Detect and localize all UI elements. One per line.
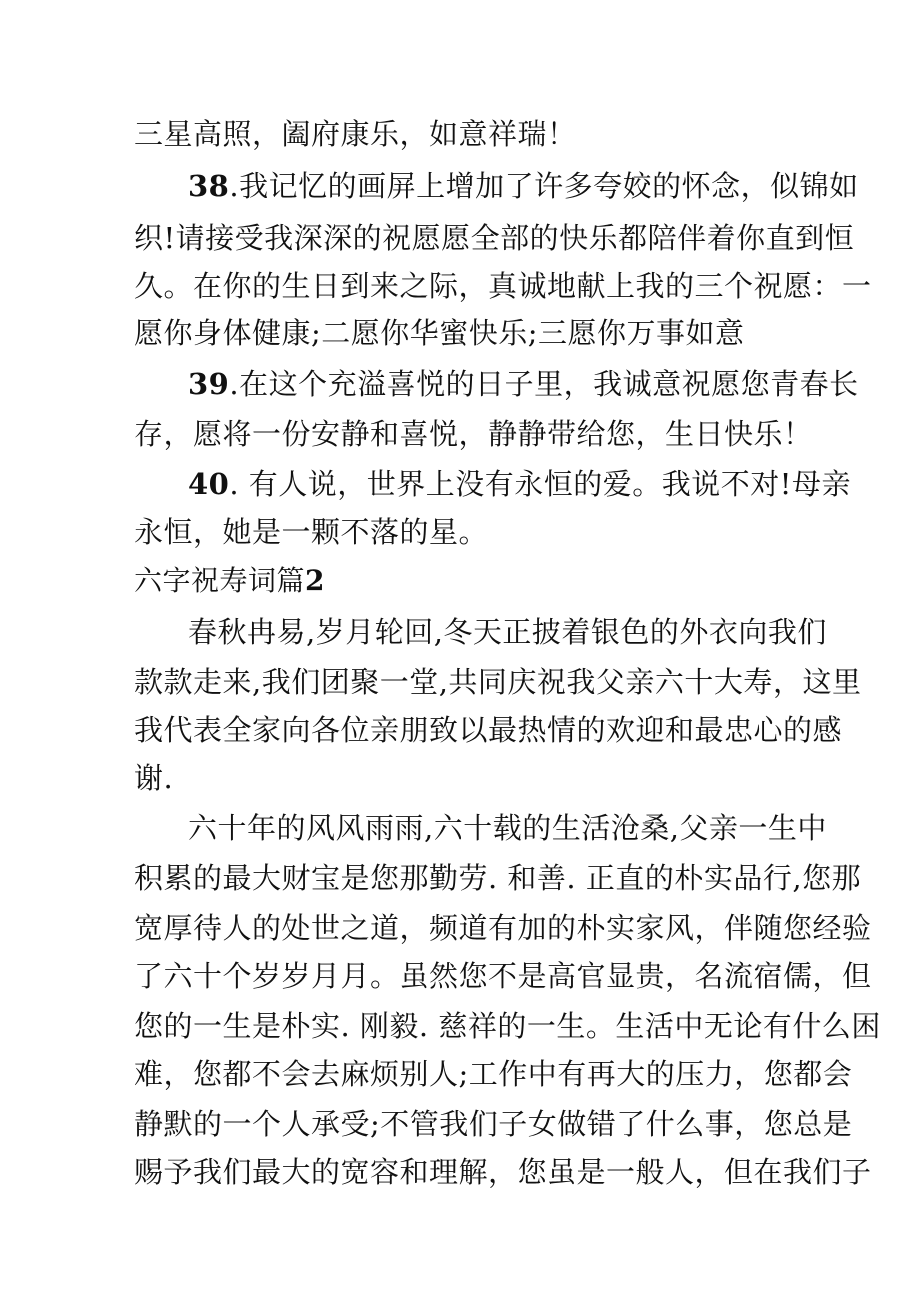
text-line: 六十年的风风雨雨,六十载的生活沧桑,父亲一生中 <box>188 811 827 845</box>
list-item-40 <box>188 466 851 502</box>
paragraph-line <box>134 315 794 351</box>
paragraph-line <box>134 416 813 452</box>
text-line: 宽厚待人的处世之道，频道有加的朴实家风，伴随您经验 <box>134 911 872 945</box>
paragraph-line <box>134 1056 853 1092</box>
list-item-38 <box>188 168 859 204</box>
paragraph-line <box>134 220 855 256</box>
paragraph-line <box>134 958 872 994</box>
text-line: 我代表全家向各位亲朋致以最热情的欢迎和最忠心的感 <box>134 713 843 747</box>
heading-number: 2 <box>305 564 325 597</box>
paragraph-line <box>134 514 794 550</box>
text-line: 静默的一个人承受;不管我们子女做错了什么事，您总是 <box>134 1107 853 1141</box>
text-line: 谢. <box>134 761 174 795</box>
text-line: . 有人说，世界上没有永恒的爱。我说不对!母亲 <box>229 467 851 501</box>
text-line: 久。在你的生日到来之际，真诚地献上我的三个祝愿：一 <box>134 269 872 303</box>
section-heading <box>134 563 794 599</box>
text-line: 您的一生是朴实. 刚毅. 慈祥的一生。生活中无论有什么困 <box>134 1009 881 1043</box>
paragraph-line <box>134 1154 872 1190</box>
paragraph-line <box>188 810 848 846</box>
paragraph-line <box>134 910 872 946</box>
paragraph-line <box>134 664 862 700</box>
paragraph-line <box>134 860 862 896</box>
text-line: 款款走来,我们团聚一堂,共同庆祝我父亲六十大寿，这里 <box>134 665 862 699</box>
heading-text: 六字祝寿词篇 <box>134 564 306 597</box>
paragraph-line <box>134 1106 853 1142</box>
paragraph-line <box>134 712 843 748</box>
text-line: 春秋冉易,岁月轮回,冬天正披着银色的外衣向我们 <box>188 615 827 649</box>
item-number: 38 <box>188 169 230 203</box>
text-line: 了六十个岁岁月月。虽然您不是高官显贵，名流宿儒，但 <box>134 959 872 993</box>
text-line: 积累的最大财宝是您那勤劳. 和善. 正直的朴实品行,您那 <box>134 861 862 895</box>
paragraph-line <box>134 116 794 152</box>
list-item-39 <box>188 366 859 402</box>
text-line: 永恒，她是一颗不落的星。 <box>134 515 489 549</box>
text-line: 赐予我们最大的宽容和理解，您虽是一般人，但在我们子 <box>134 1155 872 1189</box>
text-line: 三星高照，阖府康乐，如意祥瑞！ <box>134 117 577 151</box>
text-line: .在这个充溢喜悦的日子里，我诚意祝愿您青春长 <box>229 367 859 401</box>
paragraph-line <box>134 268 872 304</box>
paragraph-line <box>188 614 848 650</box>
paragraph-line <box>134 760 794 796</box>
text-line: 织!请接受我深深的祝愿愿全部的快乐都陪伴着你直到恒 <box>134 221 855 255</box>
paragraph-line <box>134 1008 881 1044</box>
item-number: 39 <box>188 367 230 401</box>
text-line: 存，愿将一份安静和喜悦，静静带给您，生日快乐！ <box>134 417 813 451</box>
text-line: .我记忆的画屏上增加了许多夸姣的怀念，似锦如 <box>229 169 859 203</box>
item-number: 40 <box>188 467 230 501</box>
text-line: 难，您都不会去麻烦别人;工作中有再大的压力，您都会 <box>134 1057 853 1091</box>
text-line: 愿你身体健康;二愿你华蜜快乐;三愿你万事如意 <box>134 316 745 350</box>
